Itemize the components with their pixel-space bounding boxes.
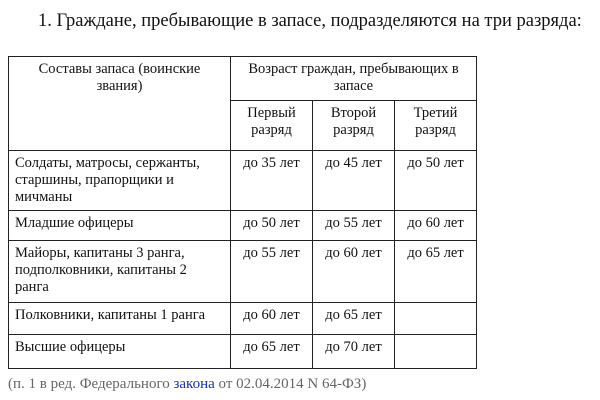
- header-age-group: Возраст граждан, пребывающих в запасе: [231, 57, 477, 101]
- table-row: [9, 151, 477, 211]
- row-category-2: до 70 лет: [313, 335, 395, 369]
- row-category-3: до 65 лет: [395, 241, 477, 303]
- header-category-3: Третий разряд: [395, 101, 477, 151]
- table-row: [9, 211, 477, 241]
- row-composition: Полковники, капитаны 1 ранга: [9, 303, 231, 335]
- section-heading: 1. Граждане, пребывающие в запасе, подразделяются на три разряда:: [38, 11, 582, 31]
- row-composition: Высшие офицеры: [9, 335, 231, 369]
- row-category-2: до 60 лет: [313, 241, 395, 303]
- row-category-1: до 55 лет: [231, 241, 313, 303]
- row-category-1: до 50 лет: [231, 211, 313, 241]
- header-category-2: Второй разряд: [313, 101, 395, 151]
- row-category-3: до 50 лет: [395, 151, 477, 211]
- header-category-1: Первый разряд: [231, 101, 313, 151]
- row-category-1: до 65 лет: [231, 335, 313, 369]
- row-category-1: до 35 лет: [231, 151, 313, 211]
- row-category-3: [395, 303, 477, 335]
- row-category-3: до 60 лет: [395, 211, 477, 241]
- table-row: [9, 303, 477, 335]
- row-composition: Майоры, капитаны 3 ранга, подполковники, капитаны 2 ранга: [9, 241, 231, 303]
- header-composition: Составы запаса (воинские звания): [9, 57, 231, 151]
- amendment-note: [8, 374, 366, 394]
- note-suffix: от 02.04.2014 N 64-ФЗ): [214, 376, 367, 392]
- row-category-1: до 60 лет: [231, 303, 313, 335]
- row-category-2: до 65 лет: [313, 303, 395, 335]
- table-row: [9, 335, 477, 369]
- row-composition: Солдаты, матросы, сержанты, старшины, прапорщики и мичманы: [9, 151, 231, 211]
- row-composition: Младшие офицеры: [9, 211, 231, 241]
- reserve-categories-table: [8, 56, 477, 369]
- row-category-3: [395, 335, 477, 369]
- law-link[interactable]: закона: [173, 376, 215, 392]
- table-header-row: [9, 57, 477, 101]
- note-prefix: (п. 1 в ред. Федерального: [8, 376, 174, 392]
- table-row: [9, 241, 477, 303]
- row-category-2: до 45 лет: [313, 151, 395, 211]
- row-category-2: до 55 лет: [313, 211, 395, 241]
